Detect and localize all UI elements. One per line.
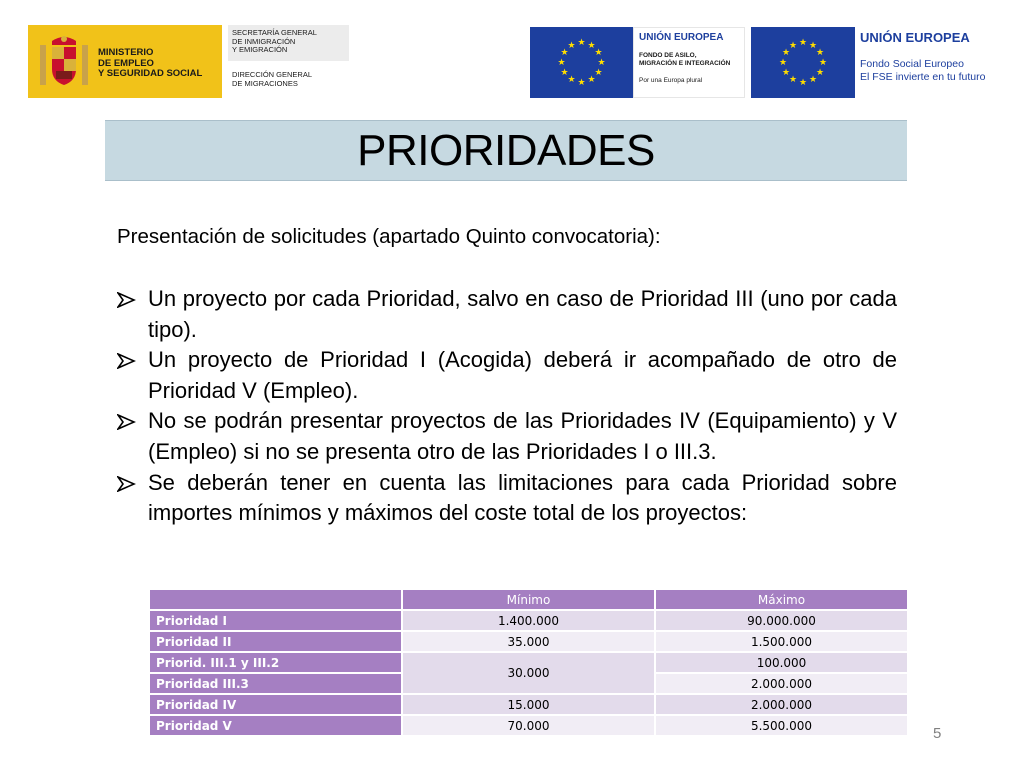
eu-fse-logo — [860, 30, 985, 84]
priority-limits-table — [148, 588, 909, 737]
direccion-line: DIRECCIÓN GENERAL — [232, 70, 313, 79]
svg-text:★: ★ — [577, 78, 586, 88]
arrow-checkmark-bullet-icon — [117, 414, 137, 430]
eu-flag-icon — [751, 27, 855, 98]
svg-text:★: ★ — [587, 75, 596, 85]
svg-text:★: ★ — [798, 78, 808, 88]
max-value: 5.500.000 — [655, 715, 908, 736]
fund-tagline: Por una Europa plural — [639, 77, 703, 84]
ministry-line: MINISTERIO — [98, 47, 154, 58]
fund-name-line: Fondo Social Europeo — [860, 58, 964, 70]
bullet-item — [117, 406, 897, 467]
bullet-list — [117, 284, 897, 529]
direccion-general-label — [232, 71, 312, 88]
table-header-max: Máximo — [655, 589, 908, 610]
fund-name-line: MIGRACIÓN E INTEGRACIÓN — [639, 60, 731, 67]
max-value: 1.500.000 — [655, 631, 908, 652]
svg-text:★: ★ — [798, 38, 808, 48]
page-number: 5 — [933, 725, 942, 742]
secretaria-line: SECRETARÍA GENERAL — [232, 28, 317, 37]
page-title: PRIORIDADES — [357, 126, 655, 175]
row-label: Prioridad II — [149, 631, 402, 652]
svg-text:★: ★ — [567, 75, 576, 85]
table-row — [149, 715, 908, 736]
table-row — [149, 631, 908, 652]
svg-text:★: ★ — [815, 48, 825, 58]
bullet-item — [117, 284, 897, 345]
svg-text:★: ★ — [808, 75, 818, 85]
min-value: 35.000 — [402, 631, 655, 652]
svg-text:★: ★ — [594, 68, 603, 78]
max-value: 100.000 — [655, 652, 908, 673]
eu-fami-logo — [633, 27, 745, 98]
bullet-text: Un proyecto de Prioridad I (Acogida) deberá ir acompañado de otro de Prioridad V (Empleo). — [148, 347, 897, 403]
arrow-checkmark-bullet-icon — [117, 476, 137, 492]
min-value: 70.000 — [402, 715, 655, 736]
title-band — [105, 120, 907, 181]
eu-flag-stars — [751, 27, 855, 98]
row-label: Prioridad IV — [149, 694, 402, 715]
svg-text:★: ★ — [781, 68, 791, 78]
min-value: 1.400.000 — [402, 610, 655, 631]
arrow-checkmark-bullet-icon — [117, 353, 137, 369]
fund-tagline: El FSE invierte en tu futuro — [860, 71, 986, 83]
arrow-checkmark-bullet-icon — [117, 292, 137, 308]
table-row — [149, 652, 908, 673]
svg-text:★: ★ — [815, 68, 825, 78]
eu-title: UNIÓN EUROPEA — [860, 30, 970, 45]
svg-text:★: ★ — [788, 41, 798, 51]
svg-text:★: ★ — [557, 58, 566, 68]
row-label: Prioridad I — [149, 610, 402, 631]
table-row — [149, 694, 908, 715]
min-value-merged: 30.000 — [402, 652, 655, 694]
direccion-line: DE MIGRACIONES — [232, 78, 298, 88]
svg-text:★: ★ — [567, 41, 576, 51]
fund-name-line: FONDO DE ASILO, — [639, 52, 697, 59]
bullet-item — [117, 468, 897, 529]
ministry-line: DE EMPLEO — [98, 57, 154, 69]
eu-flag-icon — [530, 27, 633, 98]
ministry-line: Y SEGURIDAD SOCIAL — [98, 68, 203, 79]
ministry-name — [98, 48, 202, 80]
svg-text:★: ★ — [597, 58, 606, 68]
svg-text:★: ★ — [577, 38, 586, 48]
max-value: 2.000.000 — [655, 673, 908, 694]
table-header-blank — [149, 589, 402, 610]
svg-text:★: ★ — [560, 68, 569, 78]
table-header-min: Mínimo — [402, 589, 655, 610]
svg-text:★: ★ — [594, 48, 603, 58]
secretaria-general-label — [228, 25, 349, 61]
secretaria-line: Y EMIGRACIÓN — [232, 45, 288, 55]
bullet-item — [117, 345, 897, 406]
svg-text:★: ★ — [808, 41, 818, 51]
table-header-row — [149, 589, 908, 610]
row-label: Priorid. III.1 y III.2 — [149, 652, 402, 673]
spain-coat-of-arms-icon — [36, 31, 92, 93]
svg-text:★: ★ — [818, 58, 828, 68]
max-value: 2.000.000 — [655, 694, 908, 715]
min-value: 15.000 — [402, 694, 655, 715]
eu-title: UNIÓN EUROPEA — [639, 32, 724, 43]
max-value: 90.000.000 — [655, 610, 908, 631]
eu-flag-stars — [530, 27, 633, 98]
ministry-logo — [28, 25, 222, 98]
bullet-text: No se podrán presentar proyectos de las Prioridades IV (Equipamiento) y V (Empleo) si no se presenta otro de las Prioridades I o III.3. — [148, 408, 897, 464]
svg-text:★: ★ — [781, 48, 791, 58]
bullet-text: Un proyecto por cada Prioridad, salvo en caso de Prioridad III (uno por cada tipo). — [148, 286, 897, 342]
svg-text:★: ★ — [560, 48, 569, 58]
row-label: Prioridad V — [149, 715, 402, 736]
bullet-text: Se deberán tener en cuenta las limitaciones para cada Prioridad sobre importes mínimos y máximos del coste total de los proyectos: — [148, 469, 897, 526]
secretaria-line: DE INMIGRACIÓN — [232, 36, 296, 46]
intro-text: Presentación de solicitudes (apartado Quinto convocatoria): — [117, 225, 661, 248]
svg-text:★: ★ — [587, 41, 596, 51]
row-label: Prioridad III.3 — [149, 673, 402, 694]
svg-text:★: ★ — [788, 75, 798, 85]
svg-text:★: ★ — [778, 58, 788, 68]
table-row — [149, 610, 908, 631]
